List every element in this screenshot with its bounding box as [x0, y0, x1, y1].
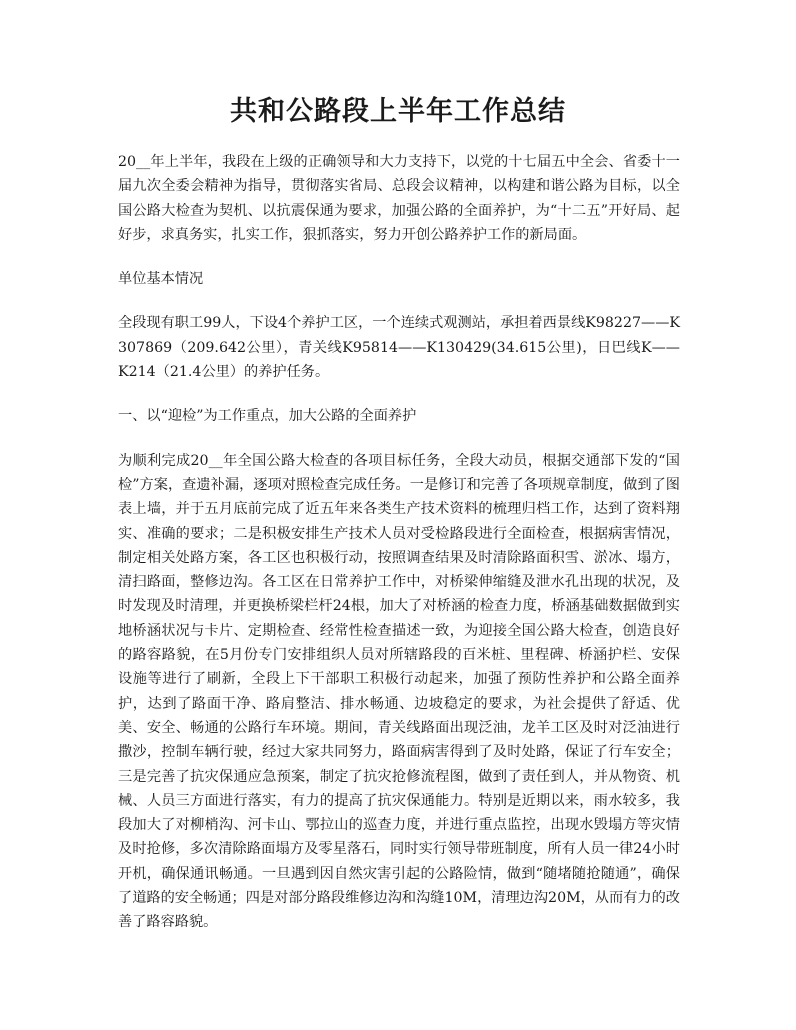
section-heading-inspection: 一、以“迎检”为工作重点，加大公路的全面养护 [118, 408, 417, 425]
inspection-paragraph: 为顺利完成20__年全国公路大检查的各项目标任务，全段大动员，根据交通部下发的“国检”方案，查遗补漏，逐项对照检查完成任务。一是修订和完善了各项规章制度，做到了图表上墙，并于五月底前完成了近五年来各类生产技术资料的梳理归档工作，达到了资料翔实、准确的要求；二是积极安排生产技术人员对受检路段进行全面检查，根据病害情况，制定相关处路方案，各工区也积极行动，按照调查结果及时清除路面积雪、淤冰、塌方，清扫路面，整修边沟。各工区在日常养护工作中，对桥梁伸缩缝及泄水孔出现的状况，及时发现及时清理，并更换桥梁栏杆24根，加大了对桥涵的检查力度，桥涵基础数据做到实地桥涵状况与卡片、定期检查、经常性检查描述一致，为迎接全国公路大检查，创造良好的路容路貌，在5月份专门安排组织人员对所辖路段的百米桩、里程碑、桥涵护栏、安保设施等进行了刷新，全段上下干部职工积极行动起来，加强了预防性养护和公路全面养护，达到了路面干净、路肩整洁、排水畅通、边坡稳定的要求，为社会提供了舒适、优美、安全、畅通的公路行车环境。期间，青关线路面出现泛油，龙羊工区及时对泛油进行撒沙，控制车辆行驶，经过大家共同努力，路面病害得到了及时处路，保证了行车安全；三是完善了抗灾保通应急预案，制定了抗灾抢修流程图，做到了责任到人，并从物资、机械、人员三方面进行落实，有力的提高了抗灾保通能力。特别是近期以来，雨水较多，我段加大了对柳梢沟、河卡山、鄂拉山的巡查力度，并进行重点监控，出现水毁塌方等灾情及时抢修，多次清除路面塌方及零星落石，同时实行领导带班制度，所有人员一律24小时开机，确保通讯畅通。一旦遇到因自然灾害引起的公路险情，做到“随堵随抢随通”，确保了道路的安全畅通；四是对部分路段维修边沟和沟缝10M，清理边沟20M，从而有力的改善了路容路貌。 [118, 452, 680, 931]
section-heading-basic-info: 单位基本情况 [118, 271, 204, 288]
basic-info-paragraph: 全段现有职工99人，下设4个养护工区，一个连续式观测站，承担着西景线K98227——K307869（209.642公里），青关线K95814——K130429(34.615公里)，日巴线K——K214（21.4公里）的养护任务。 [118, 315, 680, 381]
intro-paragraph: 20__年上半年，我段在上级的正确领导和大力支持下，以党的十七届五中全会、省委十一届九次全委会精神为指导，贯彻落实省局、总段会议精神，以构建和谐公路为目标，以全国公路大检查为契机、以抗震保通为要求，加强公路的全面养护，为“十二五”开好局、起好步，求真务实，扎实工作，狠抓落实，努力开创公路养护工作的新局面。 [118, 154, 680, 243]
document-body [118, 150, 680, 955]
document-title: 共和公路段上半年工作总结 [230, 96, 566, 127]
